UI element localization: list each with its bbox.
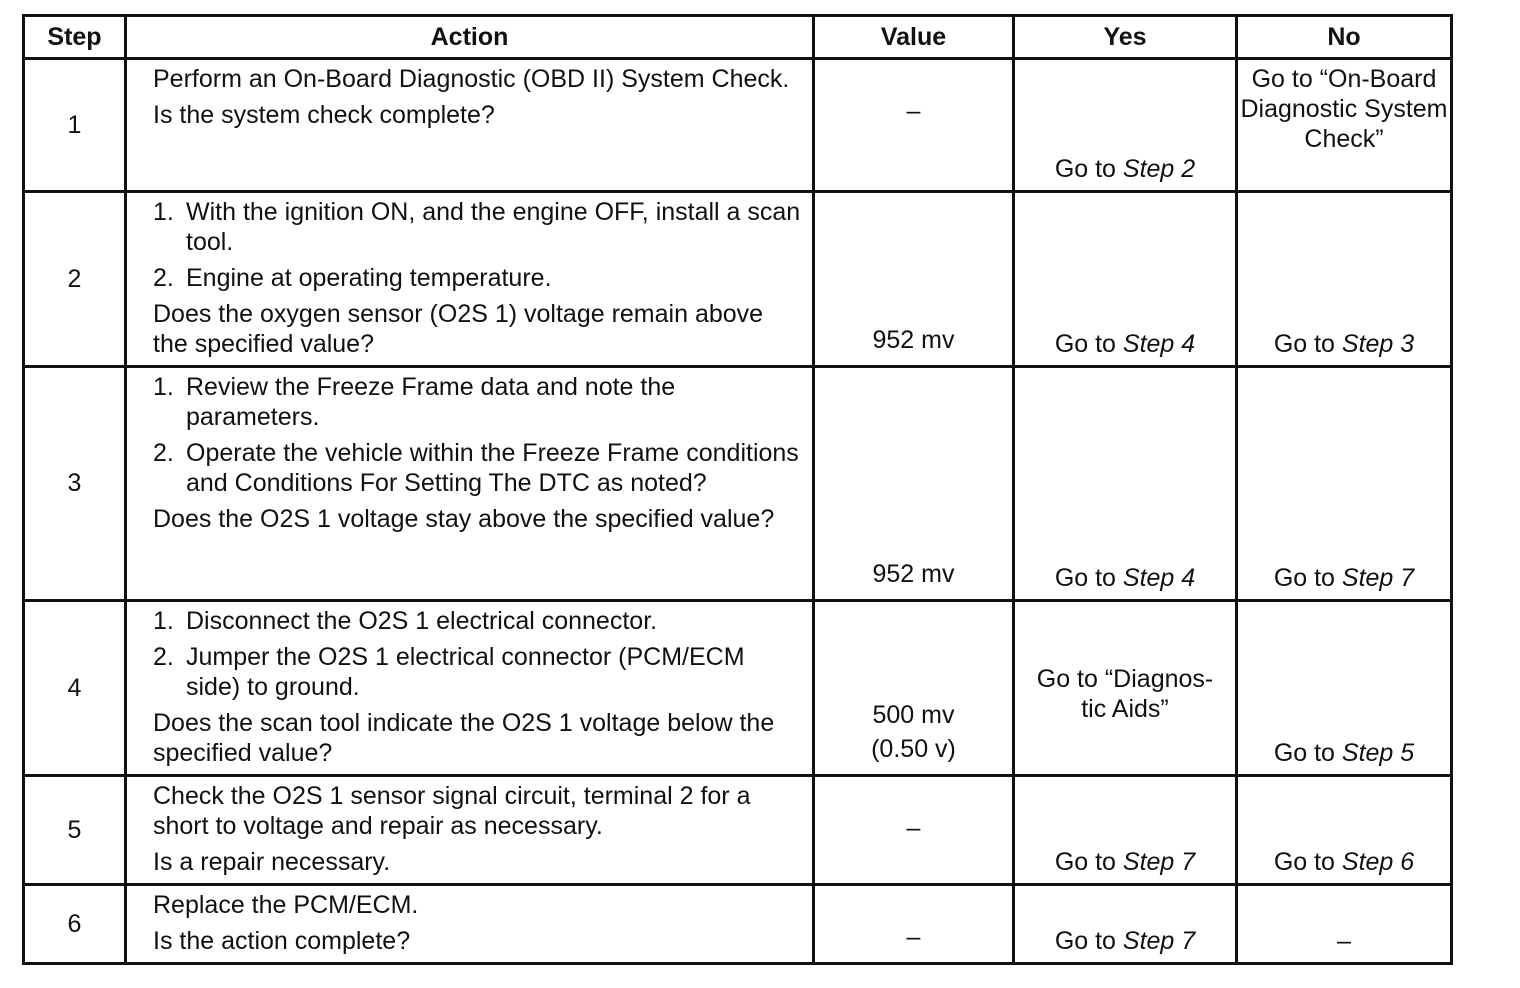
diagnostic-table <box>22 14 1453 965</box>
no-cell <box>1237 885 1452 964</box>
table-row <box>24 776 1452 885</box>
value-text: 952 mv <box>872 560 955 588</box>
action-text: Replace the PCM/ECM. <box>153 891 419 919</box>
yes-link[interactable]: Step 4 <box>1122 330 1196 358</box>
yes-cell <box>1014 192 1237 367</box>
value-text: – <box>906 923 921 951</box>
step-number: 1 <box>24 59 126 192</box>
action-cell <box>126 885 814 964</box>
action-question: Is the action complete? <box>153 927 411 955</box>
yes-link[interactable]: Step 4 <box>1122 564 1196 592</box>
action-cell <box>126 192 814 367</box>
step-number: 2 <box>24 192 126 367</box>
step-number: 3 <box>24 367 126 601</box>
yes-link[interactable]: Step 7 <box>1122 848 1196 876</box>
yes-cell <box>1014 367 1237 601</box>
header-no: No <box>1237 16 1452 59</box>
header-row <box>24 16 1452 59</box>
action-item <box>153 372 802 432</box>
action-item <box>153 197 802 257</box>
item-number: 1. <box>153 607 174 635</box>
no-link[interactable]: Step 5 <box>1341 739 1415 767</box>
yes-link[interactable]: Go to “Diagnos-tic Aids” <box>1036 665 1214 723</box>
value-secondary: (0.50 v) <box>871 735 956 763</box>
yes-link[interactable]: Step 7 <box>1122 927 1196 955</box>
value-cell <box>814 601 1014 776</box>
yes-prefix: Go to <box>1054 330 1123 358</box>
table-row <box>24 192 1452 367</box>
item-text: Operate the vehicle within the Freeze Frame conditions and Conditions For Setting The DTC as noted? <box>186 439 799 497</box>
action-item <box>153 438 802 498</box>
item-text: Review the Freeze Frame data and note the parameters. <box>186 373 676 431</box>
value-text: – <box>906 814 921 842</box>
item-number: 2. <box>153 643 174 671</box>
yes-prefix: Go to <box>1054 848 1123 876</box>
step-number: 5 <box>24 776 126 885</box>
action-item <box>153 606 802 636</box>
item-text: Disconnect the O2S 1 electrical connector. <box>186 607 658 635</box>
no-cell <box>1237 59 1452 192</box>
action-question: Does the O2S 1 voltage stay above the specified value? <box>153 505 775 533</box>
yes-prefix: Go to <box>1054 564 1123 592</box>
no-prefix: Go to <box>1273 330 1342 358</box>
no-link[interactable]: Step 6 <box>1341 848 1415 876</box>
item-number: 2. <box>153 264 174 292</box>
step-number: 4 <box>24 601 126 776</box>
action-question: Does the oxygen sensor (O2S 1) voltage remain above the specified value? <box>153 300 764 358</box>
no-prefix: Go to <box>1273 848 1342 876</box>
no-cell <box>1237 601 1452 776</box>
action-cell <box>126 367 814 601</box>
table-row <box>24 367 1452 601</box>
yes-link[interactable]: Step 2 <box>1122 155 1196 183</box>
value-text: 952 mv <box>872 326 955 354</box>
item-number: 2. <box>153 439 174 467</box>
no-cell <box>1237 776 1452 885</box>
yes-prefix: Go to <box>1054 927 1123 955</box>
yes-cell <box>1014 776 1237 885</box>
value-cell <box>814 776 1014 885</box>
header-value: Value <box>814 16 1014 59</box>
action-item <box>153 642 802 702</box>
table-row <box>24 59 1452 192</box>
value-cell <box>814 885 1014 964</box>
step-number: 6 <box>24 885 126 964</box>
value-cell <box>814 59 1014 192</box>
value-text: 500 mv <box>872 701 955 729</box>
action-cell <box>126 59 814 192</box>
no-link[interactable]: Step 3 <box>1341 330 1415 358</box>
value-cell <box>814 192 1014 367</box>
header-step: Step <box>24 16 126 59</box>
no-cell <box>1237 192 1452 367</box>
action-question: Does the scan tool indicate the O2S 1 voltage below the specified value? <box>153 709 775 767</box>
action-text: Check the O2S 1 sensor signal circuit, terminal 2 for a short to voltage and repair as necessary. <box>153 782 751 840</box>
item-number: 1. <box>153 373 174 401</box>
no-text: – <box>1337 927 1351 955</box>
item-text: Jumper the O2S 1 electrical connector (PCM/ECM side) to ground. <box>186 643 745 701</box>
no-prefix: Go to <box>1273 564 1342 592</box>
table-row <box>24 601 1452 776</box>
action-question: Is a repair necessary. <box>153 848 391 876</box>
item-text: Engine at operating temperature. <box>186 264 552 292</box>
header-yes: Yes <box>1014 16 1237 59</box>
value-cell <box>814 367 1014 601</box>
item-number: 1. <box>153 198 174 226</box>
no-link[interactable]: Go to “On-Board Diagnostic System Check” <box>1240 65 1448 153</box>
action-text: Perform an On-Board Diagnostic (OBD II) System Check. <box>153 65 790 93</box>
action-cell <box>126 601 814 776</box>
yes-cell <box>1014 59 1237 192</box>
table-row <box>24 885 1452 964</box>
item-text: With the ignition ON, and the engine OFF, install a scan tool. <box>186 198 801 256</box>
header-action: Action <box>126 16 814 59</box>
no-link[interactable]: Step 7 <box>1341 564 1415 592</box>
yes-cell <box>1014 885 1237 964</box>
yes-cell <box>1014 601 1237 776</box>
action-cell <box>126 776 814 885</box>
action-item <box>153 263 802 293</box>
no-cell <box>1237 367 1452 601</box>
no-prefix: Go to <box>1273 739 1342 767</box>
yes-prefix: Go to <box>1054 155 1123 183</box>
action-question: Is the system check complete? <box>153 101 495 129</box>
value-text: – <box>906 97 921 125</box>
